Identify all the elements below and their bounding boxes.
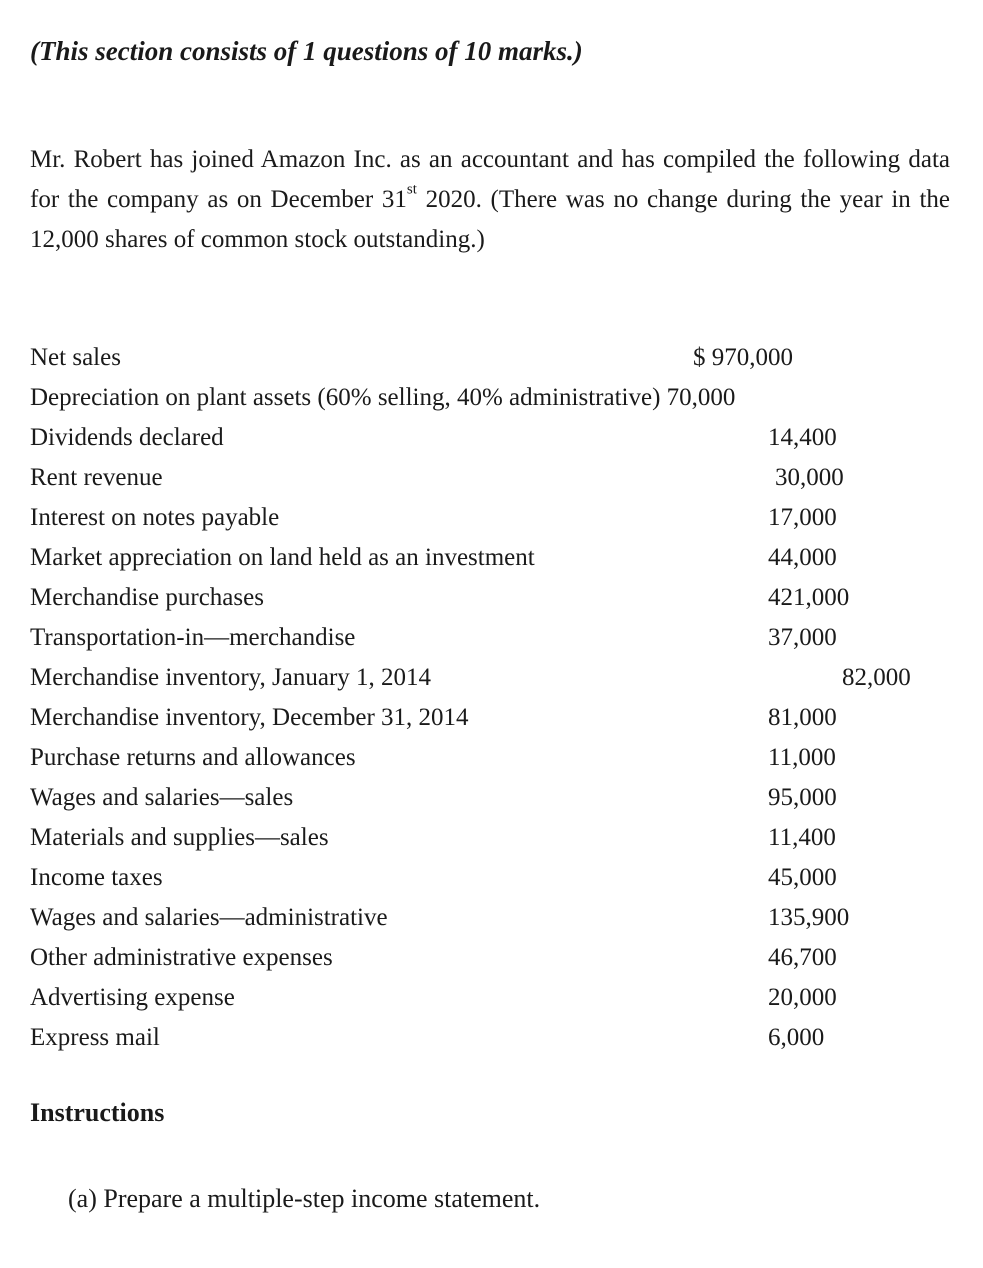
- item-amount: 421,000: [768, 584, 850, 611]
- item-amount: 46,700: [768, 944, 837, 971]
- intro-text-start: Mr. Robert has joined Amazon Inc. as an accountant and has compiled the following data for the company as on December 31: [30, 146, 950, 213]
- item-label: Express mail: [30, 1024, 160, 1051]
- item-label: Other administrative expenses: [30, 944, 333, 971]
- item-amount: 44,000: [768, 544, 837, 571]
- task-item: (a) Prepare a multiple-step income statement.: [68, 1184, 541, 1213]
- item-label: Dividends declared: [30, 424, 224, 451]
- item-label: Merchandise inventory, December 31, 2014: [30, 704, 469, 731]
- item-amount: 20,000: [768, 984, 837, 1011]
- item-label: Wages and salaries—sales: [30, 784, 294, 811]
- item-amount: 135,900: [768, 904, 850, 931]
- ordinal-suffix: st: [406, 181, 417, 198]
- item-amount: 11,000: [768, 744, 836, 771]
- item-amount: 95,000: [768, 784, 837, 811]
- item-amount: 30,000: [775, 464, 844, 491]
- item-label: Income taxes: [30, 864, 163, 891]
- item-label: Interest on notes payable: [30, 504, 280, 531]
- item-amount: 6,000: [768, 1024, 825, 1051]
- item-label: Wages and salaries—administrative: [30, 904, 388, 931]
- item-amount: 11,400: [768, 824, 836, 851]
- item-label: Depreciation on plant assets (60% selling, 40% administrative) 70,000: [30, 384, 736, 411]
- intro-paragraph: [30, 140, 950, 260]
- item-amount: 14,400: [768, 424, 837, 451]
- item-amount: 81,000: [768, 704, 837, 731]
- item-amount: 17,000: [768, 504, 837, 531]
- item-label: Advertising expense: [30, 984, 235, 1011]
- item-label: Rent revenue: [30, 464, 163, 491]
- item-label: Transportation-in—merchandise: [30, 624, 356, 651]
- item-label: Materials and supplies—sales: [30, 824, 329, 851]
- item-amount: $ 970,000: [693, 344, 793, 371]
- item-amount: 37,000: [768, 624, 837, 651]
- item-label: Merchandise inventory, January 1, 2014: [30, 664, 432, 691]
- intro-text-end: 2020. (There was no change during the year in the 12,000 shares of common stock outstanding.): [30, 186, 950, 253]
- section-header: (This section consists of 1 questions of 10 marks.): [30, 36, 583, 66]
- instructions-heading: Instructions: [30, 1098, 165, 1127]
- item-label: Net sales: [30, 344, 121, 371]
- item-label: Market appreciation on land held as an investment: [30, 544, 535, 571]
- item-label: Purchase returns and allowances: [30, 744, 356, 771]
- item-amount: 82,000: [842, 664, 911, 691]
- item-amount: 45,000: [768, 864, 837, 891]
- item-label: Merchandise purchases: [30, 584, 264, 611]
